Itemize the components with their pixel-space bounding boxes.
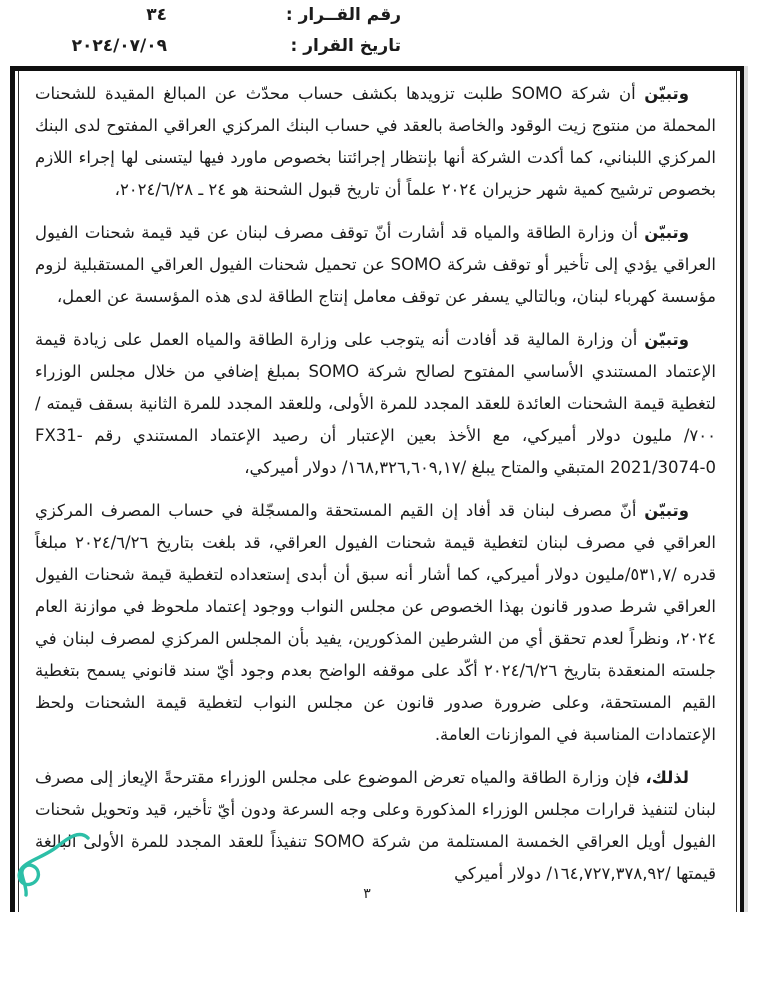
decision-date-value: ٢٠٢٤/٠٧/٠٩ <box>71 36 167 56</box>
pen-mark-stroke <box>19 834 88 895</box>
paragraph-5-text: فإن وزارة الطاقة والمياه تعرض الموضوع على مجلس الوزراء مقترحةً الإيعاز إلى مصرف لبنان لتنفيذ قرارات مجلس الوزراء المذكورة وعلى وجه السرعة ودون أيّ تأخير، قيد وتحويل شحنات الفيول أويل العراقي الخمسة المستلمة من شركة SOMO تنفيذاً للعقد المجدد للمرة الأولى البالغة قيمتها /١٦٤,٧٢٧,٣٧٨,٩٢/ دولار أميركي <box>35 768 717 883</box>
document-header <box>72 5 401 67</box>
paragraph-5-lead: لذلك، <box>645 768 689 787</box>
decision-number-label: رقم القــرار : <box>285 5 401 25</box>
paragraph-4-lead: وتبيّن <box>644 501 689 520</box>
paragraph-3 <box>35 324 716 484</box>
decision-date-label: تاريخ القرار : <box>290 36 401 56</box>
decision-number-row <box>72 5 401 29</box>
paragraph-3-text: أن وزارة المالية قد أفادت أنه يتوجب على وزارة الطاقة والمياه العمل على زيادة قيمة الإعتماد المستندي الأساسي المفتوح لصالح شركة SOMO بمبلغ إضافي من خلال مجلس الوزراء لتغطية قيمة الشحنات العائدة للعقد المجدد للمرة الأولى، وللعقد المجدد للمرة الثانية بسقف قيمته /٧٠٠/ مليون دولار أميركي، مع الأخذ بعين الإعتبار أن رصيد الإعتماد المستندي رقم ⁦FX31-2021/3074-0⁩ المتبقي والمتاح يبلغ /١٦٨,٣٢٦,٦٠٩,١٧/ دولار أميركي، <box>35 330 716 477</box>
document-body <box>18 71 737 912</box>
paragraph-2 <box>35 217 716 313</box>
page-number: ٣ <box>363 886 371 902</box>
decision-date-row <box>72 36 401 60</box>
handwritten-pen-mark-icon <box>12 826 96 900</box>
paragraph-4-text: أنّ مصرف لبنان قد أفاد إن القيم المستحقة والمسجّلة في حساب المصرف المركزي العراقي في مصرف لبنان لتغطية قيمة شحنات الفيول العراقي، قد بلغت بتاريخ ٢٠٢٤/٦/٢٦ مبلغاً قدره /٥٣١,٧/مليون دولار أميركي، كما أشار أنه سبق أن أبدى إستعداده لتغطية قيمة شحنات الفيول العراقي شرط صدور قانون بهذا الخصوص عن مجلس النواب ووجود إعتماد ملحوظ في موازنة العام ٢٠٢٤، ونظراً لعدم تحقق أي من الشرطين المذكورين، يفيد بأن المجلس المركزي لمصرف لبنان في جلسته المنعقدة بتاريخ ٢٠٢٤/٦/٢٦ أكّد على موقفه الواضح بعدم وجود أيّ سند قانوني يسمح بتغطية القيم المستحقة، وعلى ضرورة صدور قانون عن مجلس النواب لتغطية قيمة الشحنات ولحظ الإعتمادات المناسبة في الموازنات العامة. <box>35 501 717 744</box>
paragraph-4 <box>35 495 716 751</box>
paragraph-2-lead: وتبيّن <box>644 223 689 242</box>
decision-number-value: ٣٤ <box>146 5 167 25</box>
document-body-frame <box>10 66 744 912</box>
paragraph-1 <box>35 78 716 206</box>
paragraph-1-text: أن شركة SOMO طلبت تزويدها بكشف حساب محدّث عن المبالغ المقيدة للشحنات المحملة من منتوج زيت الوقود والخاصة بالعقد في حساب البنك المركزي العراقي المفتوح لدى البنك المركزي اللبناني، كما أكدت الشركة أنها بإنتظار إجرائتنا بخصوص ماورد فيها ليتسنى لها إجراء اللازم بخصوص ترشيح كمية شهر حزيران ٢٠٢٤ علماً أن تاريخ قبول الشحنة هو ٢٤ ـ ٢٠٢٤/٦/٢٨، <box>35 84 716 199</box>
paragraph-3-lead: وتبيّن <box>644 330 689 349</box>
paragraph-5 <box>35 762 716 890</box>
paragraph-1-lead: وتبيّن <box>644 84 689 103</box>
paragraph-2-text: أن وزارة الطاقة والمياه قد أشارت أنّ توقف مصرف لبنان عن قيد قيمة شحنات الفيول العراقي يؤدي إلى تأخير أو توقف شركة SOMO عن تحميل شحنات الفيول العراقي المستقبلية لزوم مؤسسة كهرباء لبنان، وبالتالي يسفر عن توقف معامل إنتاج الطاقة لدى هذه المؤسسة عن العمل، <box>35 223 716 306</box>
